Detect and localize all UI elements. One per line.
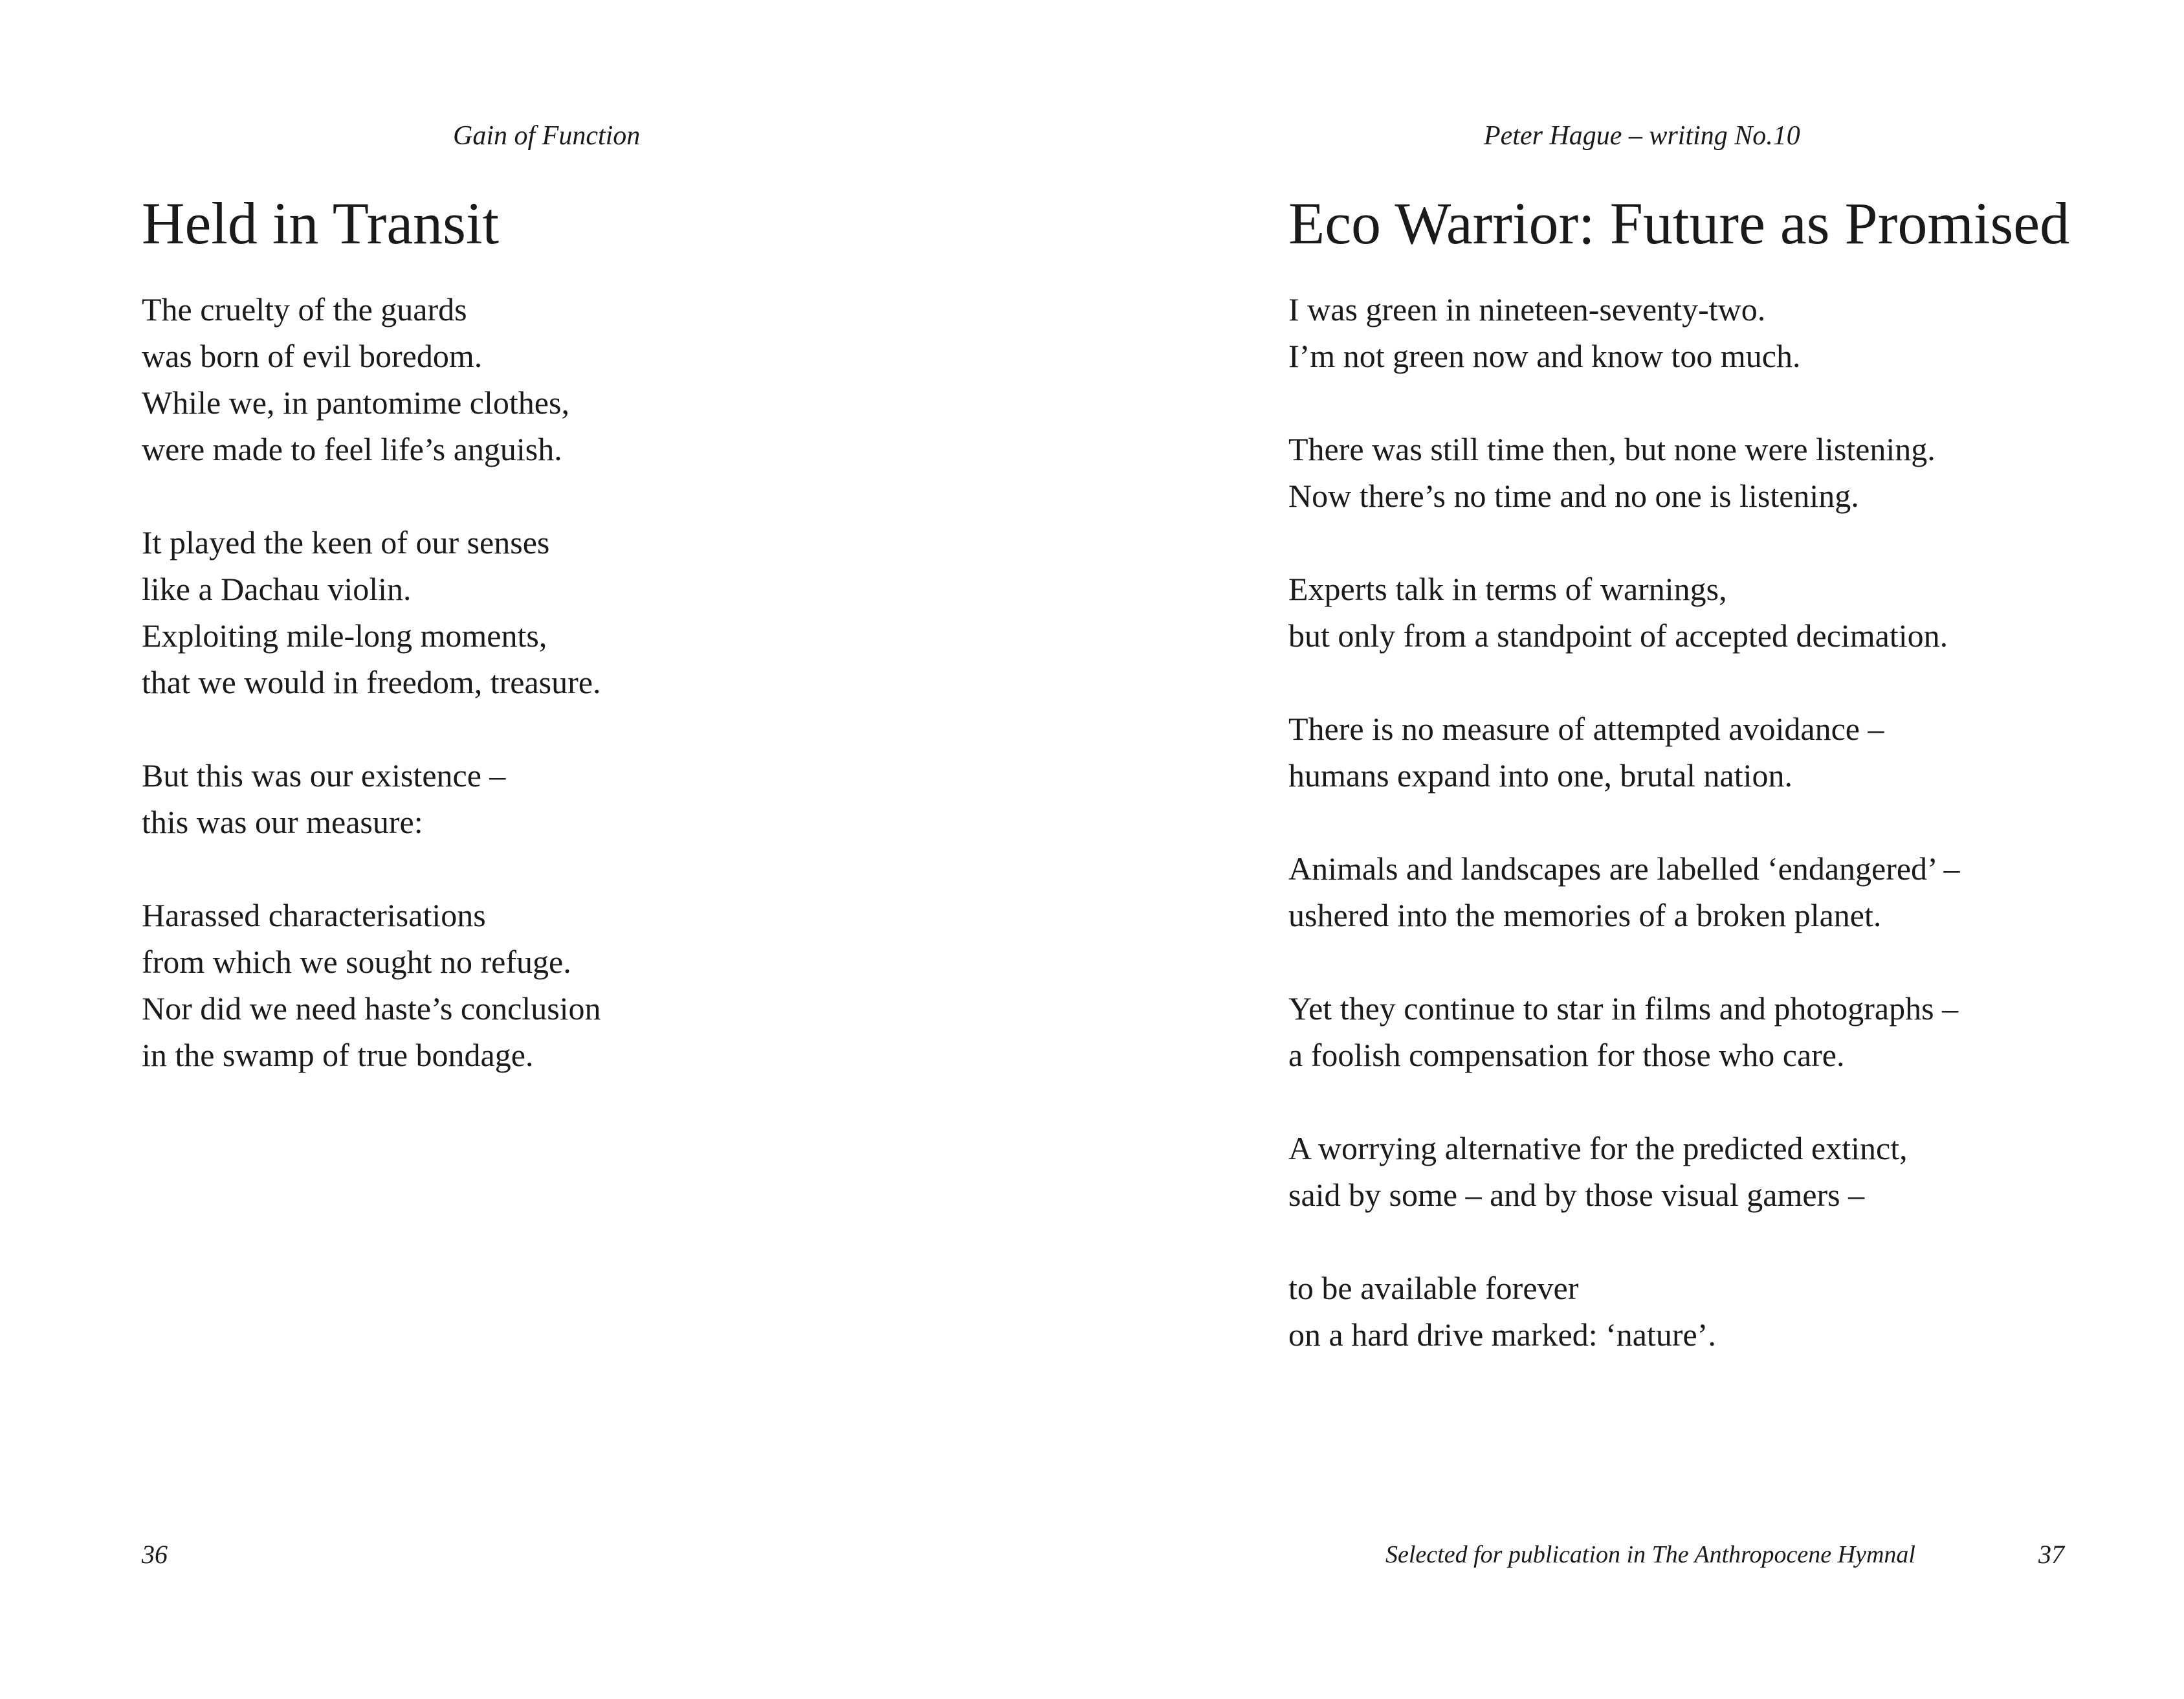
poem-line: Yet they continue to star in films and photographs –	[1288, 990, 1959, 1027]
poem-line: from which we sought no refuge.	[142, 944, 571, 980]
poem-title: Eco Warrior: Future as Promised	[1288, 190, 2070, 256]
poem-line: Animals and landscapes are labelled ‘endangered’ –	[1288, 850, 1960, 887]
poem-line: Exploiting mile-long moments,	[142, 617, 547, 654]
poem-line: Harassed characterisations	[142, 897, 486, 933]
poem-line: was born of evil boredom.	[142, 338, 483, 374]
poem-line: A worrying alternative for the predicted extinct,	[1288, 1130, 1908, 1166]
poem-line: Nor did we need haste’s conclusion	[142, 990, 601, 1027]
running-head-author: Peter Hague – writing No.10	[1484, 121, 1800, 151]
poem-line: The cruelty of the guards	[142, 291, 467, 328]
poem-body	[142, 286, 601, 1125]
poem-line: While we, in pantomime clothes,	[142, 384, 569, 421]
right-page	[1092, 0, 2184, 1699]
poem-line: There was still time then, but none were listening.	[1288, 431, 1936, 467]
poem-line: that we would in freedom, treasure.	[142, 664, 601, 700]
stanza	[142, 519, 601, 705]
poem-line: But this was our existence –	[142, 757, 506, 794]
stanza	[142, 286, 601, 472]
stanza	[1288, 1125, 1960, 1218]
stanza	[142, 752, 601, 845]
poem-line: It played the keen of our senses	[142, 524, 550, 561]
publication-note: Selected for publication in The Anthropocene Hymnal	[1385, 1541, 1915, 1568]
stanza	[1288, 566, 1960, 659]
poem-line: Experts talk in terms of warnings,	[1288, 571, 1727, 607]
poem-line: humans expand into one, brutal nation.	[1288, 757, 1793, 794]
poem-line: Now there’s no time and no one is listening.	[1288, 478, 1859, 514]
poem-line: said by some – and by those visual gamers –	[1288, 1177, 1865, 1213]
stanza	[1288, 286, 1960, 379]
stanza	[1288, 426, 1960, 519]
poem-line: ushered into the memories of a broken planet.	[1288, 897, 1882, 933]
running-head-book-title: Gain of Function	[453, 121, 641, 151]
stanza	[1288, 1265, 1960, 1358]
poem-line: like a Dachau violin.	[142, 571, 412, 607]
poem-line: in the swamp of true bondage.	[142, 1037, 534, 1073]
poem-line: I was green in nineteen-seventy-two.	[1288, 291, 1766, 328]
poem-line: to be available forever	[1288, 1270, 1579, 1306]
page-number: 36	[142, 1540, 168, 1569]
poem-line: on a hard drive marked: ‘nature’.	[1288, 1316, 1716, 1353]
stanza	[1288, 705, 1960, 799]
poem-line: There is no measure of attempted avoidance –	[1288, 711, 1884, 747]
stanza	[1288, 985, 1960, 1078]
page-number: 37	[2038, 1540, 2064, 1569]
poem-line: this was our measure:	[142, 804, 423, 840]
poem-title: Held in Transit	[142, 190, 500, 256]
poem-line: I’m not green now and know too much.	[1288, 338, 1801, 374]
poem-line: were made to feel life’s anguish.	[142, 431, 562, 467]
stanza	[142, 892, 601, 1078]
poem-body	[1288, 286, 1960, 1405]
poem-line: but only from a standpoint of accepted decimation.	[1288, 617, 1948, 654]
stanza	[1288, 845, 1960, 938]
poem-line: a foolish compensation for those who care.	[1288, 1037, 1845, 1073]
